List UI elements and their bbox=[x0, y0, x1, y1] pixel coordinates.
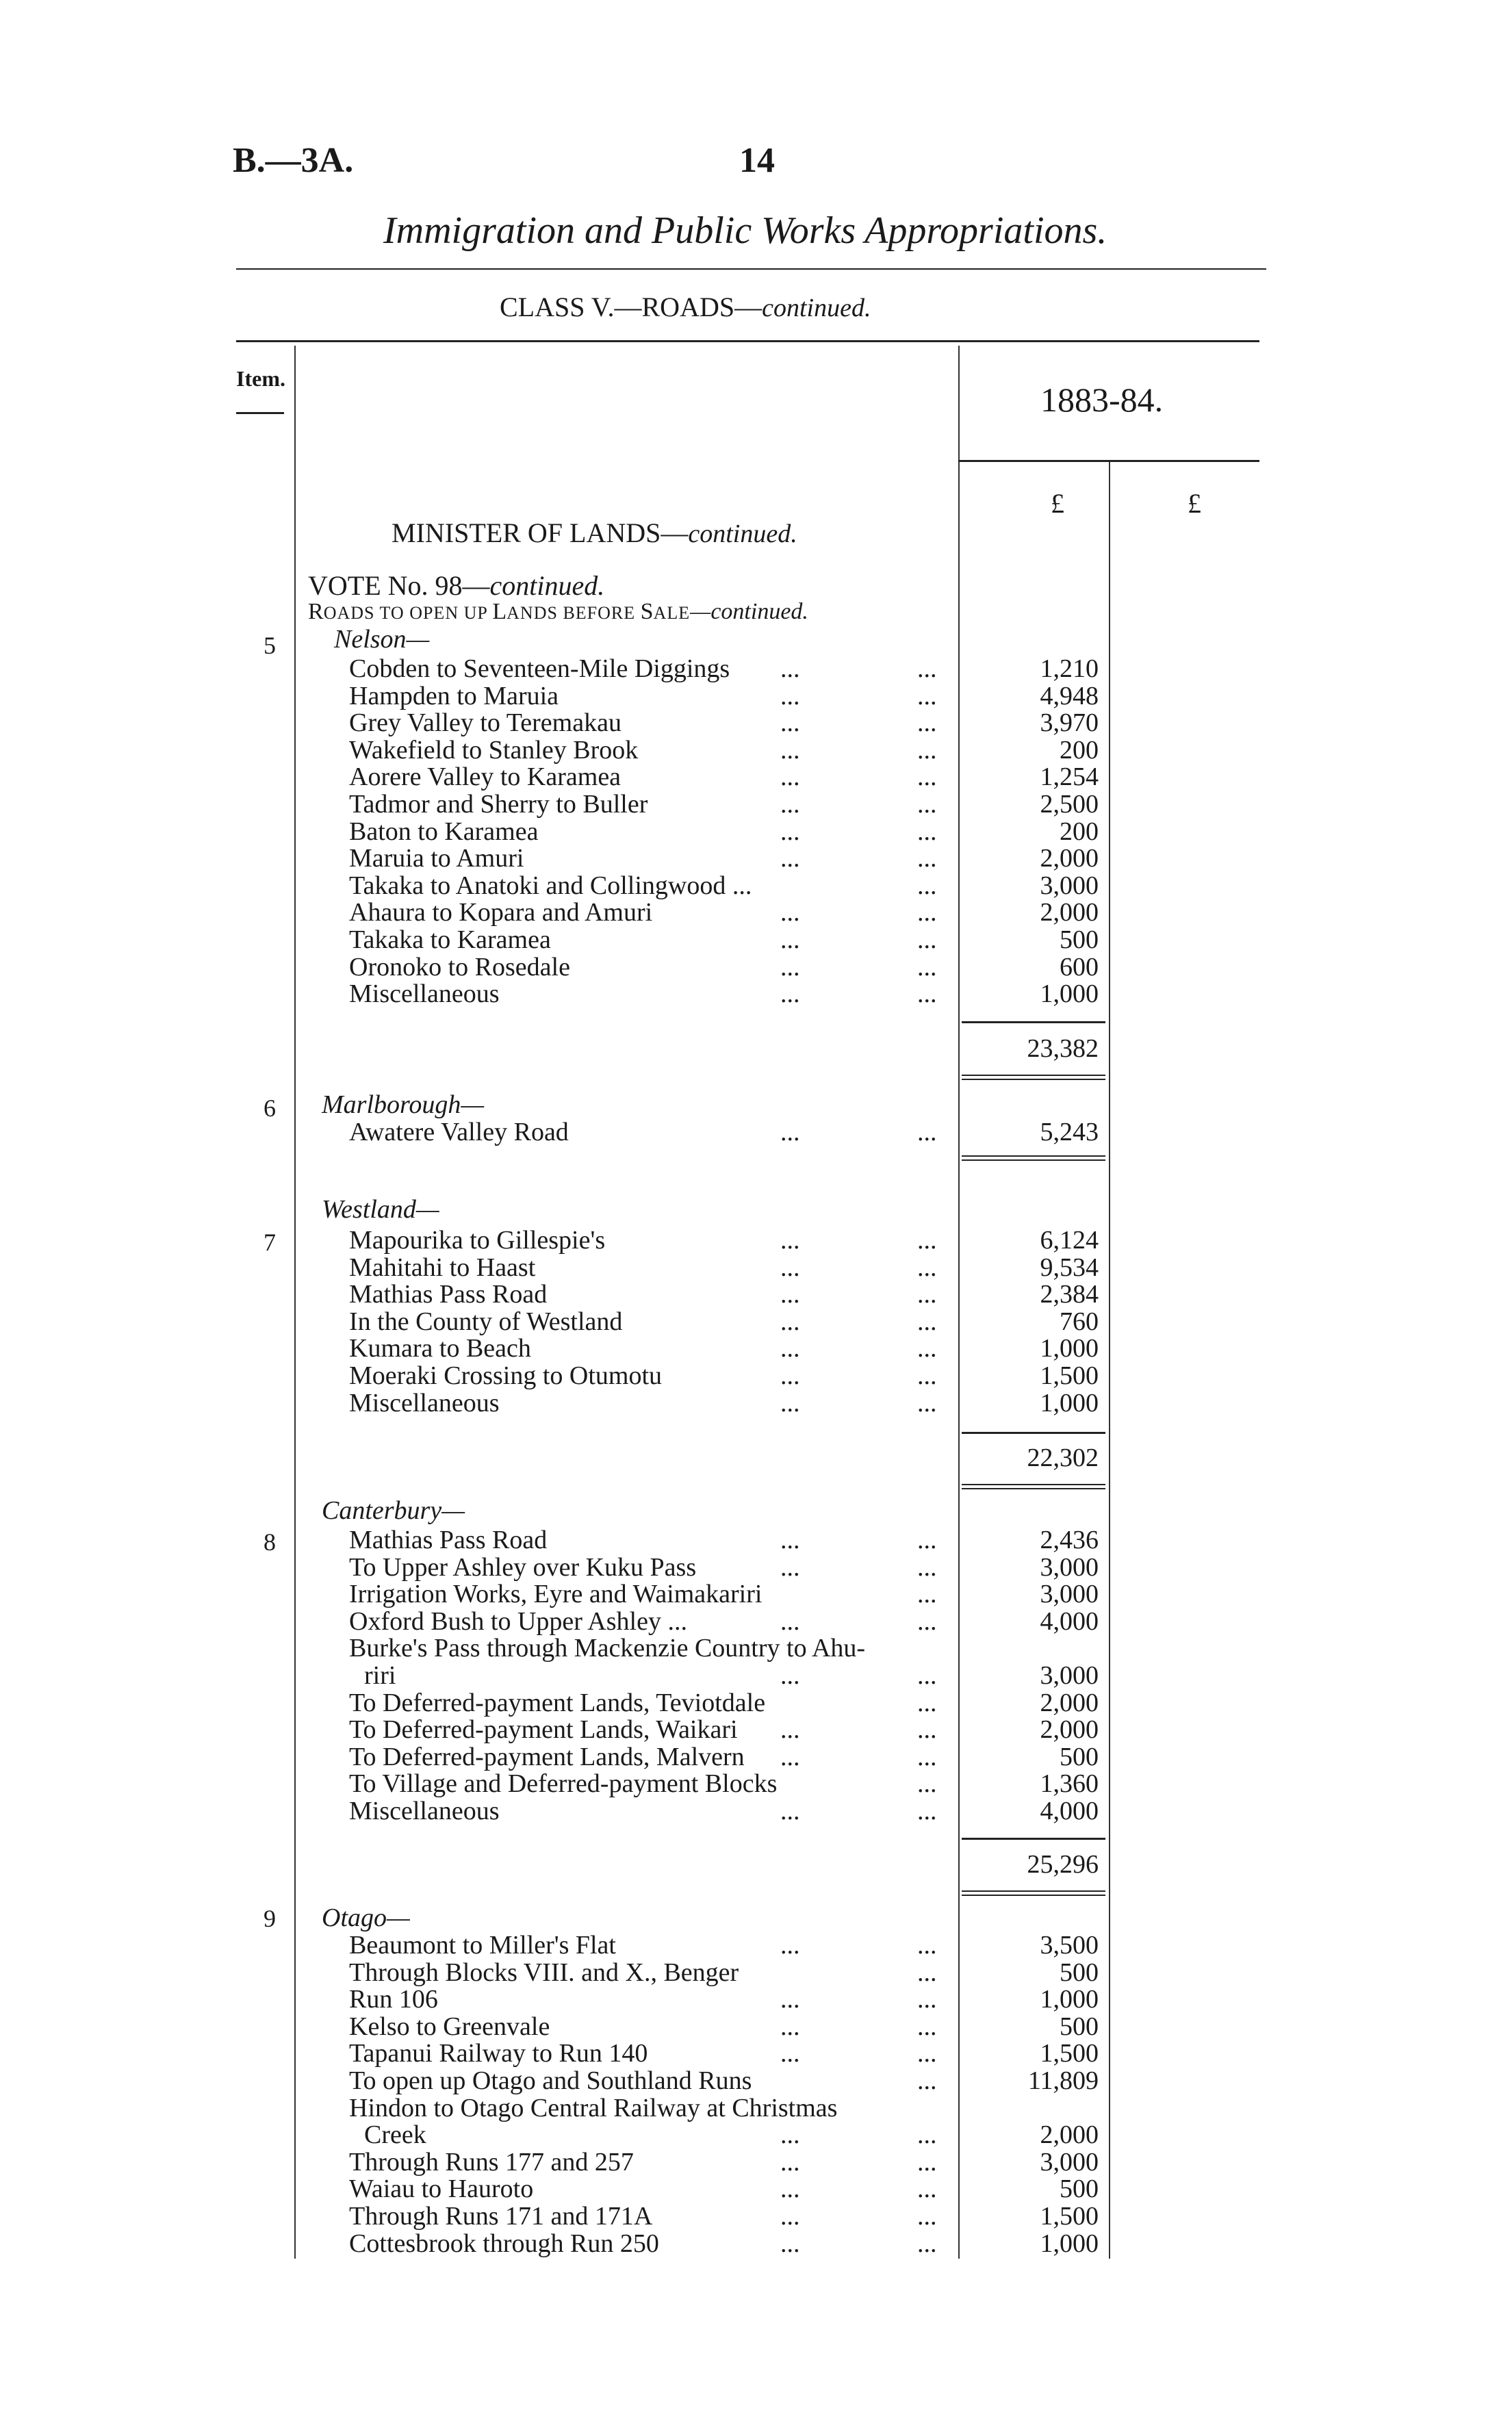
leader-dots: ... bbox=[917, 708, 937, 737]
roads-r2: L bbox=[492, 599, 507, 624]
leader-dots: ... bbox=[917, 736, 937, 765]
row-amount: 11,809 bbox=[1027, 2066, 1099, 2095]
row-amount: 1,500 bbox=[1040, 1361, 1099, 1390]
table-row bbox=[349, 1688, 948, 1715]
row-label: To Deferred-payment Lands, Teviotdale bbox=[349, 1689, 766, 1717]
row-label: Takaka to Karamea bbox=[349, 925, 551, 954]
row-label: Kumara to Beach bbox=[349, 1334, 531, 1363]
row-amount: 4,948 bbox=[1040, 682, 1099, 710]
row-amount: 3,000 bbox=[1040, 1553, 1099, 1582]
vote-heading-continued: continued. bbox=[489, 570, 605, 601]
table-row bbox=[349, 925, 948, 952]
row-amount: 6,124 bbox=[1040, 1226, 1099, 1255]
item-number: 6 bbox=[264, 1094, 276, 1122]
amount-column-right-divider bbox=[1109, 462, 1110, 2259]
row-label: Mathias Pass Road bbox=[349, 1526, 548, 1554]
leader-dots: ... bbox=[780, 1389, 800, 1417]
subtotal-rule bbox=[962, 1484, 1105, 1485]
table-row bbox=[349, 2066, 948, 2093]
subtotal-rule bbox=[962, 1432, 1105, 1434]
row-amount: 500 bbox=[1060, 1743, 1099, 1771]
row-label: Takaka to Anatoki and Collingwood ... bbox=[349, 871, 752, 900]
leader-dots: ... bbox=[917, 2148, 937, 2177]
table-row bbox=[349, 2147, 948, 2177]
table-row bbox=[349, 2174, 948, 2201]
leader-dots: ... bbox=[780, 1553, 800, 1582]
row-amount: 500 bbox=[1060, 2012, 1099, 2041]
subtotal-amount: 23,382 bbox=[1027, 1034, 1099, 1063]
table-row bbox=[349, 2038, 948, 2066]
row-label: Miscellaneous bbox=[349, 1797, 500, 1825]
roads-r3b: ALE bbox=[653, 603, 691, 623]
leader-dots: ... bbox=[780, 1253, 800, 1282]
row-amount: 3,000 bbox=[1040, 2148, 1099, 2177]
row-label: Oronoko to Rosedale bbox=[349, 953, 570, 981]
row-amount: 1,000 bbox=[1040, 2229, 1099, 2258]
subtotal-rule bbox=[962, 1075, 1105, 1076]
leader-dots: ... bbox=[780, 2012, 800, 2041]
leader-dots: ... bbox=[780, 1797, 800, 1825]
subtotal-rule bbox=[962, 1021, 1105, 1023]
table-row bbox=[349, 1117, 948, 1144]
row-amount: 200 bbox=[1060, 736, 1099, 765]
table-row bbox=[349, 1660, 948, 1688]
row-label: Irrigation Works, Eyre and Waimakariri bbox=[349, 1580, 763, 1608]
leader-dots: ... bbox=[780, 1607, 800, 1636]
row-label: To Upper Ashley over Kuku Pass bbox=[349, 1553, 697, 1582]
leader-dots: ... bbox=[780, 1118, 800, 1146]
leader-dots: ... bbox=[780, 1985, 800, 2014]
table-row bbox=[349, 1796, 948, 1823]
leader-dots: ... bbox=[917, 1797, 937, 1825]
row-label: Burke's Pass through Mackenzie Country to Ahu- bbox=[349, 1634, 866, 1663]
leader-dots: ... bbox=[917, 2202, 937, 2231]
leader-dots: ... bbox=[917, 2012, 937, 2041]
row-amount: 1,000 bbox=[1040, 1389, 1099, 1417]
leader-dots: ... bbox=[917, 1361, 937, 1390]
leader-dots: ... bbox=[780, 2039, 800, 2068]
minister-heading-text: MINISTER OF LANDS— bbox=[392, 517, 689, 548]
leader-dots: ... bbox=[780, 817, 800, 846]
leader-dots: ... bbox=[780, 953, 800, 981]
row-label: Mahitahi to Haast bbox=[349, 1253, 536, 1282]
table-row bbox=[349, 1552, 948, 1580]
leader-dots: ... bbox=[780, 1526, 800, 1554]
leader-dots: ... bbox=[917, 2120, 937, 2149]
row-label: Creek bbox=[364, 2120, 426, 2149]
roads-r1: R bbox=[308, 599, 324, 624]
table-row bbox=[349, 762, 948, 789]
table-row bbox=[349, 843, 948, 871]
table-row bbox=[349, 1279, 948, 1307]
leader-dots: ... bbox=[917, 2174, 937, 2203]
leader-dots: ... bbox=[917, 762, 937, 791]
leader-dots: ... bbox=[780, 762, 800, 791]
roads-r3: S bbox=[640, 599, 654, 624]
leader-dots: ... bbox=[917, 2066, 937, 2095]
leader-dots: ... bbox=[780, 2148, 800, 2177]
row-amount: 2,000 bbox=[1040, 844, 1099, 873]
roads-continued: —continued. bbox=[690, 599, 808, 624]
row-amount: 1,360 bbox=[1040, 1769, 1099, 1798]
leader-dots: ... bbox=[917, 654, 937, 683]
table-row bbox=[349, 2120, 948, 2147]
row-amount: 2,000 bbox=[1040, 898, 1099, 927]
subtotal-rule bbox=[962, 1159, 1105, 1161]
row-amount: 1,254 bbox=[1040, 762, 1099, 791]
roads-subheading bbox=[308, 599, 808, 625]
leader-dots: ... bbox=[780, 1334, 800, 1363]
leader-dots: ... bbox=[917, 1689, 937, 1717]
table-row bbox=[349, 1388, 948, 1415]
table-row bbox=[349, 817, 948, 844]
table-row bbox=[349, 1307, 948, 1334]
row-label: Miscellaneous bbox=[349, 979, 500, 1008]
leader-dots: ... bbox=[917, 1118, 937, 1146]
row-amount: 2,000 bbox=[1040, 1689, 1099, 1717]
row-label: Aorere Valley to Karamea bbox=[349, 762, 622, 791]
row-label: Grey Valley to Teremakau bbox=[349, 708, 622, 737]
subtotal-rule bbox=[962, 1155, 1105, 1157]
item-number: 7 bbox=[264, 1229, 276, 1256]
amount-column-left-divider bbox=[958, 346, 960, 2259]
table-row bbox=[349, 1579, 948, 1606]
leader-dots: ... bbox=[780, 925, 800, 954]
row-label: Cobden to Seventeen-Mile Diggings bbox=[349, 654, 730, 683]
leader-dots: ... bbox=[917, 1389, 937, 1417]
vote-heading-text: VOTE No. 98— bbox=[308, 570, 490, 601]
row-label: To open up Otago and Southland Runs bbox=[349, 2066, 752, 2095]
row-amount: 5,243 bbox=[1040, 1118, 1099, 1146]
row-amount: 1,000 bbox=[1040, 1334, 1099, 1363]
table-row bbox=[349, 708, 948, 735]
leader-dots: ... bbox=[780, 654, 800, 683]
leader-dots: ... bbox=[917, 925, 937, 954]
item-number: 9 bbox=[264, 1905, 276, 1932]
leader-dots: ... bbox=[917, 1769, 937, 1798]
row-amount: 2,384 bbox=[1040, 1280, 1099, 1309]
row-amount: 200 bbox=[1060, 817, 1099, 846]
table-row bbox=[349, 1333, 948, 1361]
vote-heading bbox=[308, 569, 604, 602]
leader-dots: ... bbox=[780, 1280, 800, 1309]
row-label: Maruia to Amuri bbox=[349, 844, 524, 873]
leader-dots: ... bbox=[780, 1361, 800, 1390]
leader-dots: ... bbox=[917, 817, 937, 846]
leader-dots: ... bbox=[917, 1226, 937, 1255]
leader-dots: ... bbox=[917, 1985, 937, 2014]
leader-dots: ... bbox=[780, 736, 800, 765]
row-label: To Deferred-payment Lands, Waikari bbox=[349, 1715, 738, 1744]
page-number: 14 bbox=[739, 141, 775, 180]
subtotal-rule bbox=[962, 1895, 1105, 1896]
roads-r1b: OADS TO OPEN UP bbox=[323, 603, 493, 623]
row-label: To Deferred-payment Lands, Malvern bbox=[349, 1743, 745, 1771]
class-heading bbox=[500, 291, 871, 323]
page-title: Immigration and Public Works Appropriations. bbox=[383, 209, 1107, 252]
row-amount: 760 bbox=[1060, 1307, 1099, 1336]
item-header-underline bbox=[236, 412, 284, 414]
item-column-header: Item. bbox=[236, 366, 285, 391]
year-header-rule bbox=[958, 460, 1259, 462]
row-label: Tadmor and Sherry to Buller bbox=[349, 790, 648, 819]
table-row bbox=[349, 1715, 948, 1742]
table-row bbox=[349, 1769, 948, 1796]
leader-dots: ... bbox=[917, 1553, 937, 1582]
leader-dots: ... bbox=[917, 1743, 937, 1771]
row-amount: 2,500 bbox=[1040, 790, 1099, 819]
row-amount: 1,210 bbox=[1040, 654, 1099, 683]
row-label: Ahaura to Kopara and Amuri bbox=[349, 898, 653, 927]
leader-dots: ... bbox=[917, 2229, 937, 2258]
row-amount: 500 bbox=[1060, 1958, 1099, 1987]
item-column-divider bbox=[294, 346, 296, 2259]
roads-r2b: ANDS BEFORE bbox=[507, 603, 641, 623]
leader-dots: ... bbox=[780, 2229, 800, 2258]
leader-dots: ... bbox=[780, 1661, 800, 1690]
minister-heading bbox=[392, 517, 797, 549]
leader-dots: ... bbox=[917, 979, 937, 1008]
row-label: Awatere Valley Road bbox=[349, 1118, 569, 1146]
table-row bbox=[349, 2093, 948, 2120]
row-amount: 2,000 bbox=[1040, 1715, 1099, 1744]
subtotal-rule bbox=[962, 1488, 1105, 1489]
leader-dots: ... bbox=[780, 1226, 800, 1255]
table-row bbox=[349, 1606, 948, 1634]
class-heading-continued: continued. bbox=[762, 294, 871, 322]
leader-dots: ... bbox=[780, 2174, 800, 2203]
row-amount: 1,500 bbox=[1040, 2202, 1099, 2231]
leader-dots: ... bbox=[780, 2202, 800, 2231]
region-heading: Westland— bbox=[322, 1195, 439, 1224]
leader-dots: ... bbox=[917, 790, 937, 819]
row-amount: 1,000 bbox=[1040, 1985, 1099, 2014]
row-amount: 4,000 bbox=[1040, 1607, 1099, 1636]
row-label: Through Runs 171 and 171A bbox=[349, 2202, 653, 2231]
row-amount: 4,000 bbox=[1040, 1797, 1099, 1825]
row-amount: 9,534 bbox=[1040, 1253, 1099, 1282]
leader-dots: ... bbox=[780, 2120, 800, 2149]
row-label: Hindon to Otago Central Railway at Christmas bbox=[349, 2094, 838, 2122]
region-heading: Otago— bbox=[322, 1903, 410, 1932]
leader-dots: ... bbox=[780, 979, 800, 1008]
item-number: 8 bbox=[264, 1528, 276, 1556]
row-amount: 1,000 bbox=[1040, 979, 1099, 1008]
leader-dots: ... bbox=[917, 1526, 937, 1554]
table-row bbox=[349, 897, 948, 925]
leader-dots: ... bbox=[917, 1661, 937, 1690]
table-row bbox=[349, 1361, 948, 1388]
leader-dots: ... bbox=[917, 1280, 937, 1309]
document-reference: B.—3A. bbox=[233, 141, 354, 180]
table-row bbox=[349, 654, 948, 681]
leader-dots: ... bbox=[917, 871, 937, 900]
row-label: Mathias Pass Road bbox=[349, 1280, 548, 1309]
leader-dots: ... bbox=[917, 2039, 937, 2068]
row-label: Through Blocks VIII. and X., Benger bbox=[349, 1958, 739, 1987]
table-row bbox=[349, 1253, 948, 1280]
row-amount: 500 bbox=[1060, 2174, 1099, 2203]
region-heading: Marlborough— bbox=[322, 1090, 485, 1119]
leader-dots: ... bbox=[780, 844, 800, 873]
table-row bbox=[349, 2201, 948, 2229]
row-label: Baton to Karamea bbox=[349, 817, 539, 846]
row-amount: 500 bbox=[1060, 925, 1099, 954]
leader-dots: ... bbox=[780, 708, 800, 737]
row-amount: 3,000 bbox=[1040, 1580, 1099, 1608]
table-row bbox=[349, 735, 948, 765]
table-row bbox=[349, 2229, 948, 2256]
leader-dots: ... bbox=[917, 953, 937, 981]
leader-dots: ... bbox=[780, 1743, 800, 1771]
leader-dots: ... bbox=[780, 1715, 800, 1744]
row-amount: 3,000 bbox=[1040, 1661, 1099, 1690]
row-amount: 2,000 bbox=[1040, 2120, 1099, 2149]
table-row bbox=[349, 1742, 948, 1769]
row-amount: 600 bbox=[1060, 953, 1099, 981]
leader-dots: ... bbox=[780, 682, 800, 710]
leader-dots: ... bbox=[917, 844, 937, 873]
row-label: Tapanui Railway to Run 140 bbox=[349, 2039, 648, 2068]
subtotal-rule bbox=[962, 1890, 1105, 1892]
leader-dots: ... bbox=[780, 790, 800, 819]
pound-sign-1: £ bbox=[1051, 488, 1064, 519]
region-heading: Nelson— bbox=[334, 625, 430, 654]
row-label: Through Runs 177 and 257 bbox=[349, 2148, 634, 2177]
leader-dots: ... bbox=[917, 1958, 937, 1987]
table-row bbox=[349, 1525, 948, 1552]
title-rule bbox=[236, 268, 1266, 270]
leader-dots: ... bbox=[917, 1580, 937, 1608]
subtotal-rule bbox=[962, 1079, 1105, 1080]
leader-dots: ... bbox=[917, 1715, 937, 1744]
region-heading: Canterbury— bbox=[322, 1496, 465, 1525]
table-row bbox=[349, 1633, 948, 1663]
row-amount: 1,500 bbox=[1040, 2039, 1099, 2068]
leader-dots: ... bbox=[917, 1607, 937, 1636]
pound-sign-2: £ bbox=[1188, 488, 1201, 519]
row-label: Miscellaneous bbox=[349, 1389, 500, 1417]
table-row bbox=[349, 952, 948, 979]
item-number: 5 bbox=[264, 632, 276, 659]
table-row bbox=[349, 1984, 948, 2012]
row-label: Beaumont to Miller's Flat bbox=[349, 1931, 616, 1960]
row-amount: 2,436 bbox=[1040, 1526, 1099, 1554]
class-heading-text: CLASS V.—ROADS— bbox=[500, 292, 763, 322]
leader-dots: ... bbox=[917, 682, 937, 710]
table-row bbox=[349, 681, 948, 708]
leader-dots: ... bbox=[917, 1253, 937, 1282]
row-label: Waiau to Hauroto bbox=[349, 2174, 534, 2203]
table-row bbox=[349, 1225, 948, 1253]
row-label: Mapourika to Gillespie's bbox=[349, 1226, 606, 1255]
leader-dots: ... bbox=[917, 1931, 937, 1960]
table-row bbox=[349, 871, 948, 898]
row-label: Oxford Bush to Upper Ashley ... bbox=[349, 1607, 687, 1636]
row-label: Cottesbrook through Run 250 bbox=[349, 2229, 659, 2258]
row-label: In the County of Westland bbox=[349, 1307, 623, 1336]
row-label: riri bbox=[364, 1661, 396, 1690]
subtotal-amount: 25,296 bbox=[1027, 1850, 1099, 1879]
row-amount: 3,970 bbox=[1040, 708, 1099, 737]
table-row bbox=[349, 979, 948, 1006]
leader-dots: ... bbox=[780, 1307, 800, 1336]
table-top-rule bbox=[236, 340, 1259, 342]
row-label: To Village and Deferred-payment Blocks bbox=[349, 1769, 778, 1798]
leader-dots: ... bbox=[780, 1931, 800, 1960]
row-label: Kelso to Greenvale bbox=[349, 2012, 550, 2041]
leader-dots: ... bbox=[780, 898, 800, 927]
year-column-header: 1883-84. bbox=[1040, 381, 1164, 419]
table-row bbox=[349, 1958, 948, 1985]
row-label: Hampden to Maruia bbox=[349, 682, 559, 710]
row-amount: 3,500 bbox=[1040, 1931, 1099, 1960]
minister-heading-continued: continued. bbox=[688, 519, 797, 548]
leader-dots: ... bbox=[917, 898, 937, 927]
table-row bbox=[349, 789, 948, 817]
subtotal-amount: 22,302 bbox=[1027, 1444, 1099, 1472]
row-label: Run 106 bbox=[349, 1985, 438, 2014]
leader-dots: ... bbox=[917, 1307, 937, 1336]
subtotal-rule bbox=[962, 1838, 1105, 1840]
leader-dots: ... bbox=[917, 1334, 937, 1363]
row-label: Wakefield to Stanley Brook bbox=[349, 736, 639, 765]
table-row bbox=[349, 1930, 948, 1958]
row-amount: 3,000 bbox=[1040, 871, 1099, 900]
row-label: Moeraki Crossing to Otumotu bbox=[349, 1361, 663, 1390]
table-row bbox=[349, 2012, 948, 2039]
